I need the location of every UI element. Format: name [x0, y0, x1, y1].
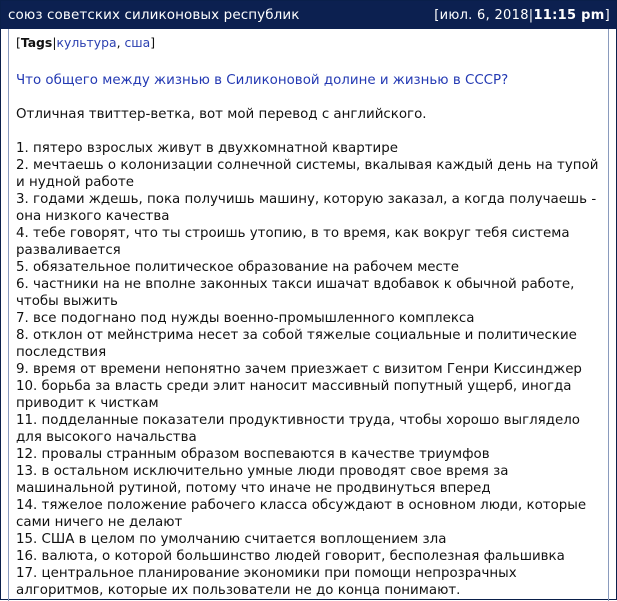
list-item: 14. тяжелое положение рабочего класса обсуждают в основном люди, которые сами ничего не делают [16, 498, 587, 530]
tags-open-bracket: [ [16, 35, 21, 50]
tags-label: Tags [20, 35, 53, 50]
entry-time: 11:15 pm [533, 7, 605, 23]
tags-separator: | [52, 35, 57, 50]
list-item: 15. США в целом по умолчанию считается воплощением зла [16, 532, 447, 547]
entry-intro: Отличная твиттер-ветка, вот мой перевод с английского. [16, 107, 427, 122]
list-item: 8. отклон от мейнстрима несет за собой тяжелые социальные и политические последствия [16, 328, 577, 360]
entry-body [8, 29, 609, 601]
list-item: 3. годами ждешь, пока получишь машину, которую заказал, а когда получаешь - она низкого качества [16, 192, 597, 224]
date-separator: | [528, 7, 534, 23]
list-item: 11. подделанные показатели продуктивности труда, чтобы хорошо выглядело для высокого начальства [16, 413, 580, 445]
tags-line [16, 35, 601, 51]
list-item: 2. мечтаешь о колонизации солнечной системы, вкалывая каждый день на тупой и нудной работе [16, 158, 599, 190]
list-item: 17. центральное планирование экономики при помощи непрозрачных алгоритмов, которые их пользователи не до конца понимают. [16, 566, 517, 598]
entry-date: [июл. 6, 2018 [434, 7, 529, 23]
entry-datetime [434, 8, 610, 23]
list-item: 16. валюта, о которой большинство людей говорит, бесполезная фальшивка [16, 549, 565, 564]
tags-close-bracket: ] [150, 35, 156, 50]
date-close-bracket: ] [604, 7, 610, 23]
tag-link-culture[interactable]: культура [56, 35, 117, 50]
list-item: 1. пятеро взрослых живут в двухкомнатной квартире [16, 141, 398, 156]
list-item: 5. обязательное политическое образование на рабочем месте [16, 260, 459, 275]
list-item: 6. частники на не вполне законных такси ишачат вдобавок к обычной работе, чтобы выжить [16, 277, 575, 309]
list-item: 9. время от времени непонятно зачем приезжает с визитом Генри Киссинджер [16, 362, 582, 377]
list-item: 12. провалы странным образом воспеваются в качестве триумфов [16, 447, 490, 462]
entry-title[interactable]: союз советских силиконовых республик [8, 7, 300, 23]
list-item: 13. в остальном исключительно умные люди проводят свое время за машинальной рутиной, потому что иначе не продвинуться вперед [16, 464, 509, 496]
list-item: 10. борьба за власть среди элит наносит массивный попутный ущерб, иногда приводит к чисткам [16, 379, 572, 411]
tag-link-usa[interactable]: сша [124, 35, 151, 50]
entry-question: Что общего между жизнью в Силиконовой долине и жизнью в СССР? [16, 73, 509, 88]
entry-header [1, 1, 616, 29]
thread-list [16, 140, 601, 599]
tags-comma: , [116, 35, 125, 50]
list-item: 4. тебе говорят, что ты строишь утопию, в то время, как вокруг тебя система разваливается [16, 226, 570, 258]
list-item: 7. все подогнано под нужды военно-промышленного комплекса [16, 311, 475, 326]
